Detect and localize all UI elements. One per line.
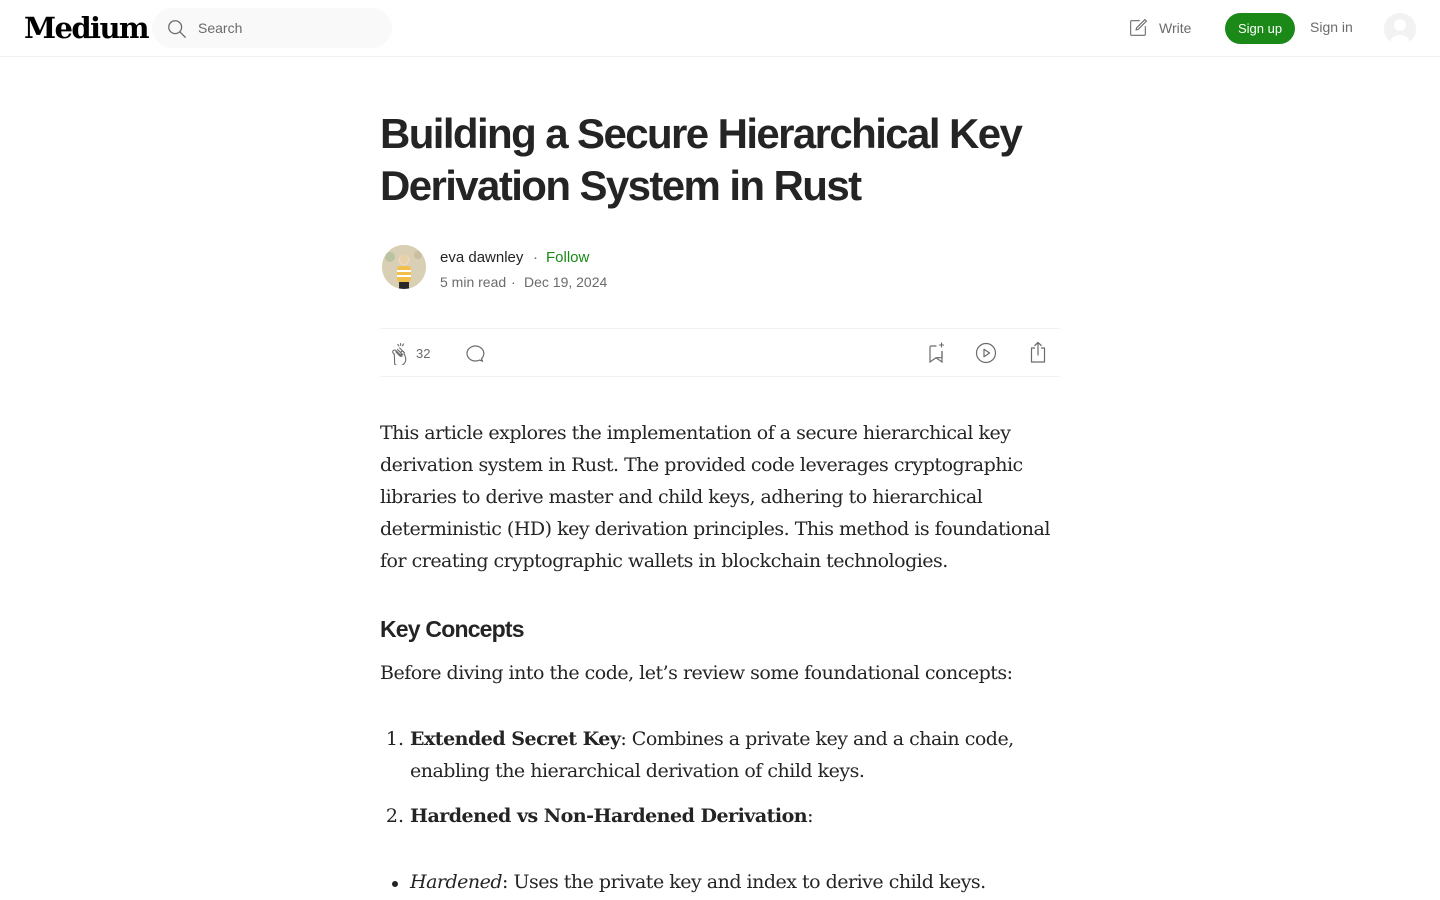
write-button[interactable] (1127, 16, 1191, 40)
user-avatar-icon (1384, 13, 1416, 45)
medium-logo[interactable]: Medium (24, 11, 149, 45)
search-box[interactable] (152, 8, 392, 48)
follow-button[interactable]: Follow (546, 249, 590, 266)
sub-list-desc: : Uses the private key and index to derive child keys. (502, 871, 986, 893)
sub-list-item (410, 866, 1060, 898)
read-time: 5 min read (440, 274, 507, 290)
section-intro: Before diving into the code, let’s review some foundational concepts: (380, 662, 1013, 684)
list-item-term: Extended Secret Key (410, 728, 621, 750)
search-icon (166, 18, 188, 40)
user-avatar[interactable] (1384, 13, 1416, 45)
sign-up-button[interactable]: Sign up (1225, 13, 1295, 44)
bookmark-icon[interactable] (924, 341, 948, 365)
article-action-bar (380, 328, 1060, 377)
share-icon[interactable] (1026, 341, 1050, 365)
publish-date: Dec 19, 2024 (524, 274, 608, 290)
author-name[interactable]: eva dawnley (440, 249, 524, 266)
top-bar (0, 0, 1440, 57)
author-avatar[interactable] (382, 245, 426, 289)
clap-icon[interactable] (388, 341, 412, 365)
clap-count: 32 (416, 346, 431, 361)
list-number: 1. (385, 728, 404, 750)
meta-separator: · (533, 249, 538, 266)
list-item-desc: : Combines a private key and a chain code, enabling the hierarchical derivation of child keys. (410, 728, 1014, 782)
list-number: 2. (385, 805, 404, 827)
meta-separator: · (511, 274, 516, 290)
sign-in-link[interactable]: Sign in (1310, 19, 1353, 35)
article-title: Building a Secure Hierarchical Key Derivation System in Rust (380, 110, 1022, 209)
play-icon[interactable] (974, 341, 998, 365)
bullet-dot (392, 881, 398, 887)
section-heading: Key Concepts (380, 616, 524, 642)
intro-paragraph: This article explores the implementation of a secure hierarchical key derivation system in Rust. The provided code leverages cryptographic libraries to derive master and child keys, adhering to hierarchical deterministic (HD) key derivation principles. This method is foundational for creating cryptographic wallets in blockchain technologies. (380, 422, 1050, 572)
sub-list-term: Hardened (410, 871, 503, 893)
list-item-term: Hardened vs Non-Hardened Derivation (410, 805, 808, 827)
list-item (410, 723, 1060, 787)
list-item (410, 800, 1060, 832)
write-icon (1127, 17, 1149, 39)
list-item-desc: : (807, 805, 814, 827)
author-avatar-image (382, 245, 426, 289)
comment-icon[interactable] (463, 341, 487, 365)
search-input[interactable] (198, 8, 383, 48)
write-label: Write (1159, 20, 1192, 36)
